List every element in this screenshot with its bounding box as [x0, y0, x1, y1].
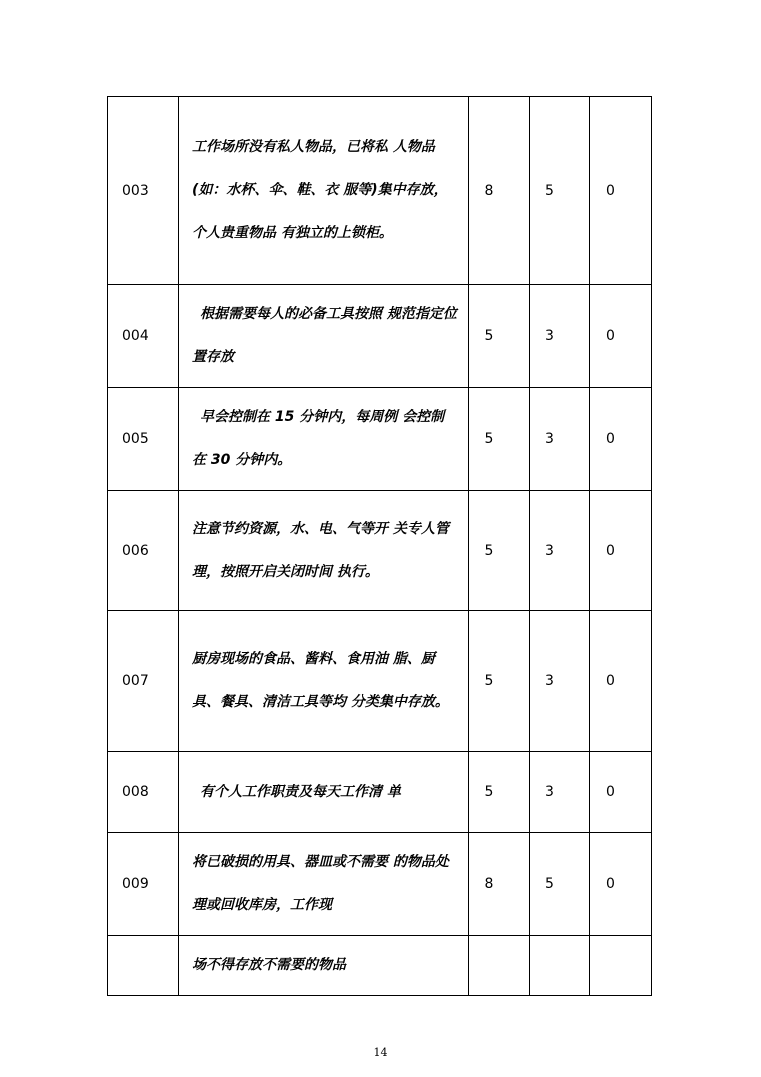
- item-code: 003: [108, 97, 179, 285]
- table-row: [108, 97, 652, 285]
- score-min: 0: [590, 833, 652, 936]
- item-code: 007: [108, 611, 179, 752]
- item-description: 注意节约资源，水、电、气等开 关专人管理，按照开启关闭时间 执行。: [179, 491, 469, 611]
- score-mid: 3: [530, 285, 590, 388]
- score-max: 8: [469, 833, 530, 936]
- score-max: 8: [469, 97, 530, 285]
- item-code: [108, 936, 179, 996]
- score-mid: 5: [530, 97, 590, 285]
- score-mid: 3: [530, 491, 590, 611]
- standards-table: [107, 96, 652, 996]
- table-row: [108, 936, 652, 996]
- score-mid: 3: [530, 388, 590, 491]
- table-row: [108, 752, 652, 833]
- score-max: 5: [469, 285, 530, 388]
- score-min: 0: [590, 752, 652, 833]
- item-description: 早会控制在 15 分钟内，每周例 会控制在 30 分钟内。: [179, 388, 469, 491]
- page-number: 14: [373, 1046, 388, 1059]
- item-description: 工作场所没有私人物品，已将私 人物品(如：水杯、伞、鞋、衣 服等)集中存放，个人贵重物品 有独立的上锁柜。: [179, 97, 469, 285]
- table-row: [108, 833, 652, 936]
- score-mid: [530, 936, 590, 996]
- table-row: [108, 611, 652, 752]
- item-code: 004: [108, 285, 179, 388]
- score-max: 5: [469, 752, 530, 833]
- score-min: 0: [590, 285, 652, 388]
- item-description: 厨房现场的食品、酱料、食用油 脂、厨具、餐具、清洁工具等均 分类集中存放。: [179, 611, 469, 752]
- score-mid: 3: [530, 752, 590, 833]
- item-code: 009: [108, 833, 179, 936]
- item-code: 006: [108, 491, 179, 611]
- score-mid: 5: [530, 833, 590, 936]
- table-row: [108, 491, 652, 611]
- score-max: 5: [469, 491, 530, 611]
- score-mid: 3: [530, 611, 590, 752]
- item-description: 根据需要每人的必备工具按照 规范指定位置存放: [179, 285, 469, 388]
- score-min: 0: [590, 611, 652, 752]
- score-max: [469, 936, 530, 996]
- item-code: 008: [108, 752, 179, 833]
- item-code: 005: [108, 388, 179, 491]
- score-max: 5: [469, 611, 530, 752]
- table-row: [108, 285, 652, 388]
- score-max: 5: [469, 388, 530, 491]
- score-min: 0: [590, 491, 652, 611]
- score-min: [590, 936, 652, 996]
- score-min: 0: [590, 388, 652, 491]
- item-description: 场不得存放不需要的物品: [179, 936, 469, 996]
- item-description: 有个人工作职责及每天工作清 单: [179, 752, 469, 833]
- item-description: 将已破损的用具、器皿或不需要 的物品处理或回收库房，工作现: [179, 833, 469, 936]
- score-min: 0: [590, 97, 652, 285]
- table-row: [108, 388, 652, 491]
